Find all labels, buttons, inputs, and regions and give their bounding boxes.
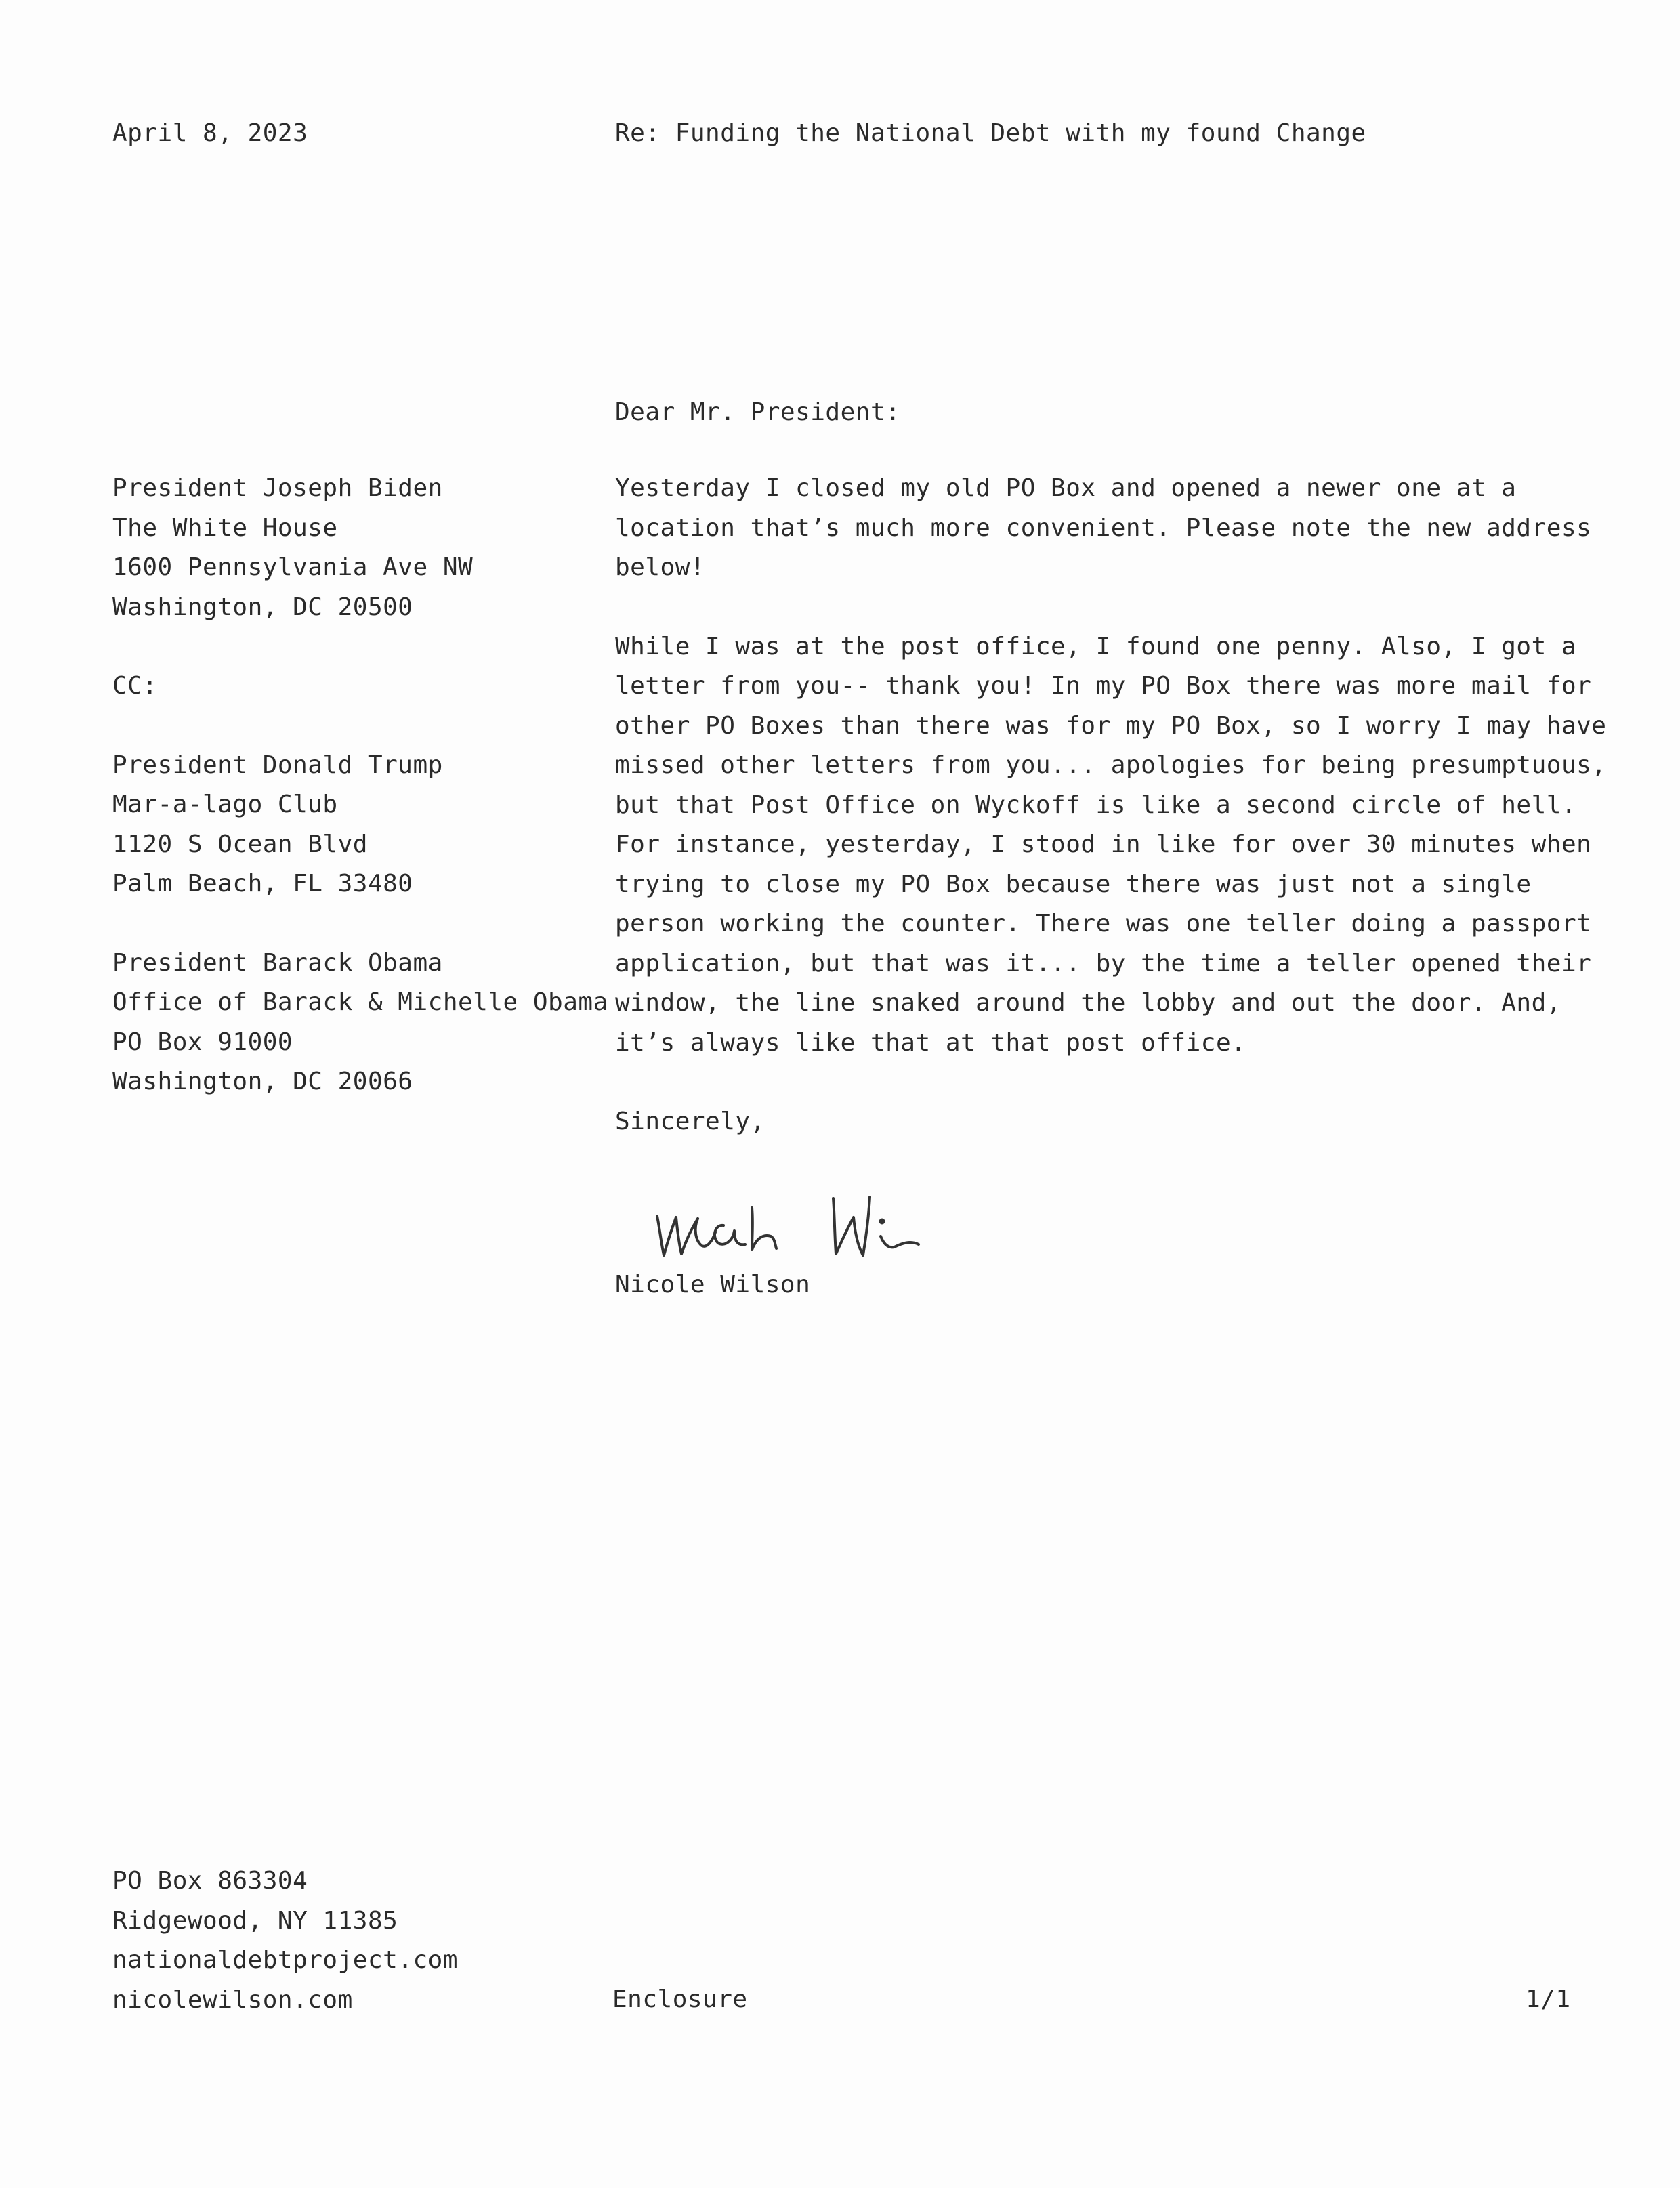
address-line: Mar-a-lago Club: [112, 791, 338, 818]
body-line: letter from you-- thank you! In my PO Box there was more mail for: [615, 672, 1592, 700]
body-line: While I was at the post office, I found one penny. Also, I got a: [615, 632, 1577, 660]
recipient-addresses: [112, 474, 608, 1108]
address-line: The White House: [112, 513, 338, 542]
letter-date: April 8, 2023: [112, 119, 308, 147]
body-paragraph-1: [615, 474, 1606, 593]
body-paragraph-2: [615, 633, 1606, 1069]
body-line: it’s always like that at that post office.: [615, 1028, 1246, 1057]
letter-body: [615, 474, 1606, 1148]
body-line: window, the line snaked around the lobby and out the door. And,: [615, 989, 1561, 1017]
return-address-line: Ridgewood, NY 11385: [112, 1906, 398, 1935]
website-link[interactable]: nationaldebtproject.com: [112, 1946, 458, 1974]
enclosure-label: Enclosure: [612, 1985, 748, 2013]
address-line: Washington, DC 20066: [112, 1068, 413, 1095]
return-address: [112, 1867, 458, 2025]
body-line: Yesterday I closed my old PO Box and opened a newer one at a: [615, 474, 1517, 502]
website-link[interactable]: nicolewilson.com: [112, 1985, 353, 2014]
body-line: person working the counter. There was one teller doing a passport: [615, 910, 1592, 938]
address-line: Office of Barack & Michelle Obama: [112, 988, 608, 1016]
cc-label: CC:: [112, 672, 158, 700]
body-line: trying to close my PO Box because there was just not a single: [615, 870, 1532, 898]
closing: Sincerely,: [615, 1108, 765, 1135]
body-line: but that Post Office on Wyckoff is like a second circle of hell.: [615, 791, 1577, 819]
address-line: President Donald Trump: [112, 751, 443, 779]
cc-recipient-1: [112, 751, 608, 910]
salutation: Dear Mr. President:: [615, 398, 901, 426]
address-line: Palm Beach, FL 33480: [112, 870, 413, 898]
page-number: 1/1: [1526, 1985, 1571, 2013]
body-line: application, but that was it... by the time a teller opened their: [615, 949, 1592, 977]
address-line: 1600 Pennsylvania Ave NW: [112, 553, 474, 581]
signer-name: Nicole Wilson: [615, 1271, 811, 1299]
address-line: President Joseph Biden: [112, 474, 443, 502]
cc-recipient-2: [112, 949, 608, 1108]
body-line: missed other letters from you... apologies for being presumptuous,: [615, 751, 1607, 779]
letter-subject: Re: Funding the National Debt with my found Change: [615, 119, 1366, 147]
primary-recipient: [112, 474, 608, 633]
handwritten-signature: [650, 1175, 975, 1270]
address-line: PO Box 91000: [112, 1028, 293, 1056]
body-line: other PO Boxes than there was for my PO Box, so I worry I may have: [615, 711, 1607, 740]
address-line: 1120 S Ocean Blvd: [112, 830, 368, 858]
address-line: Washington, DC 20500: [112, 593, 413, 621]
body-line: below!: [615, 553, 706, 581]
body-line: location that’s much more convenient. Please note the new address: [615, 513, 1592, 542]
body-line: For instance, yesterday, I stood in like for over 30 minutes when: [615, 830, 1592, 858]
return-address-line: PO Box 863304: [112, 1867, 308, 1895]
address-line: President Barack Obama: [112, 948, 443, 977]
